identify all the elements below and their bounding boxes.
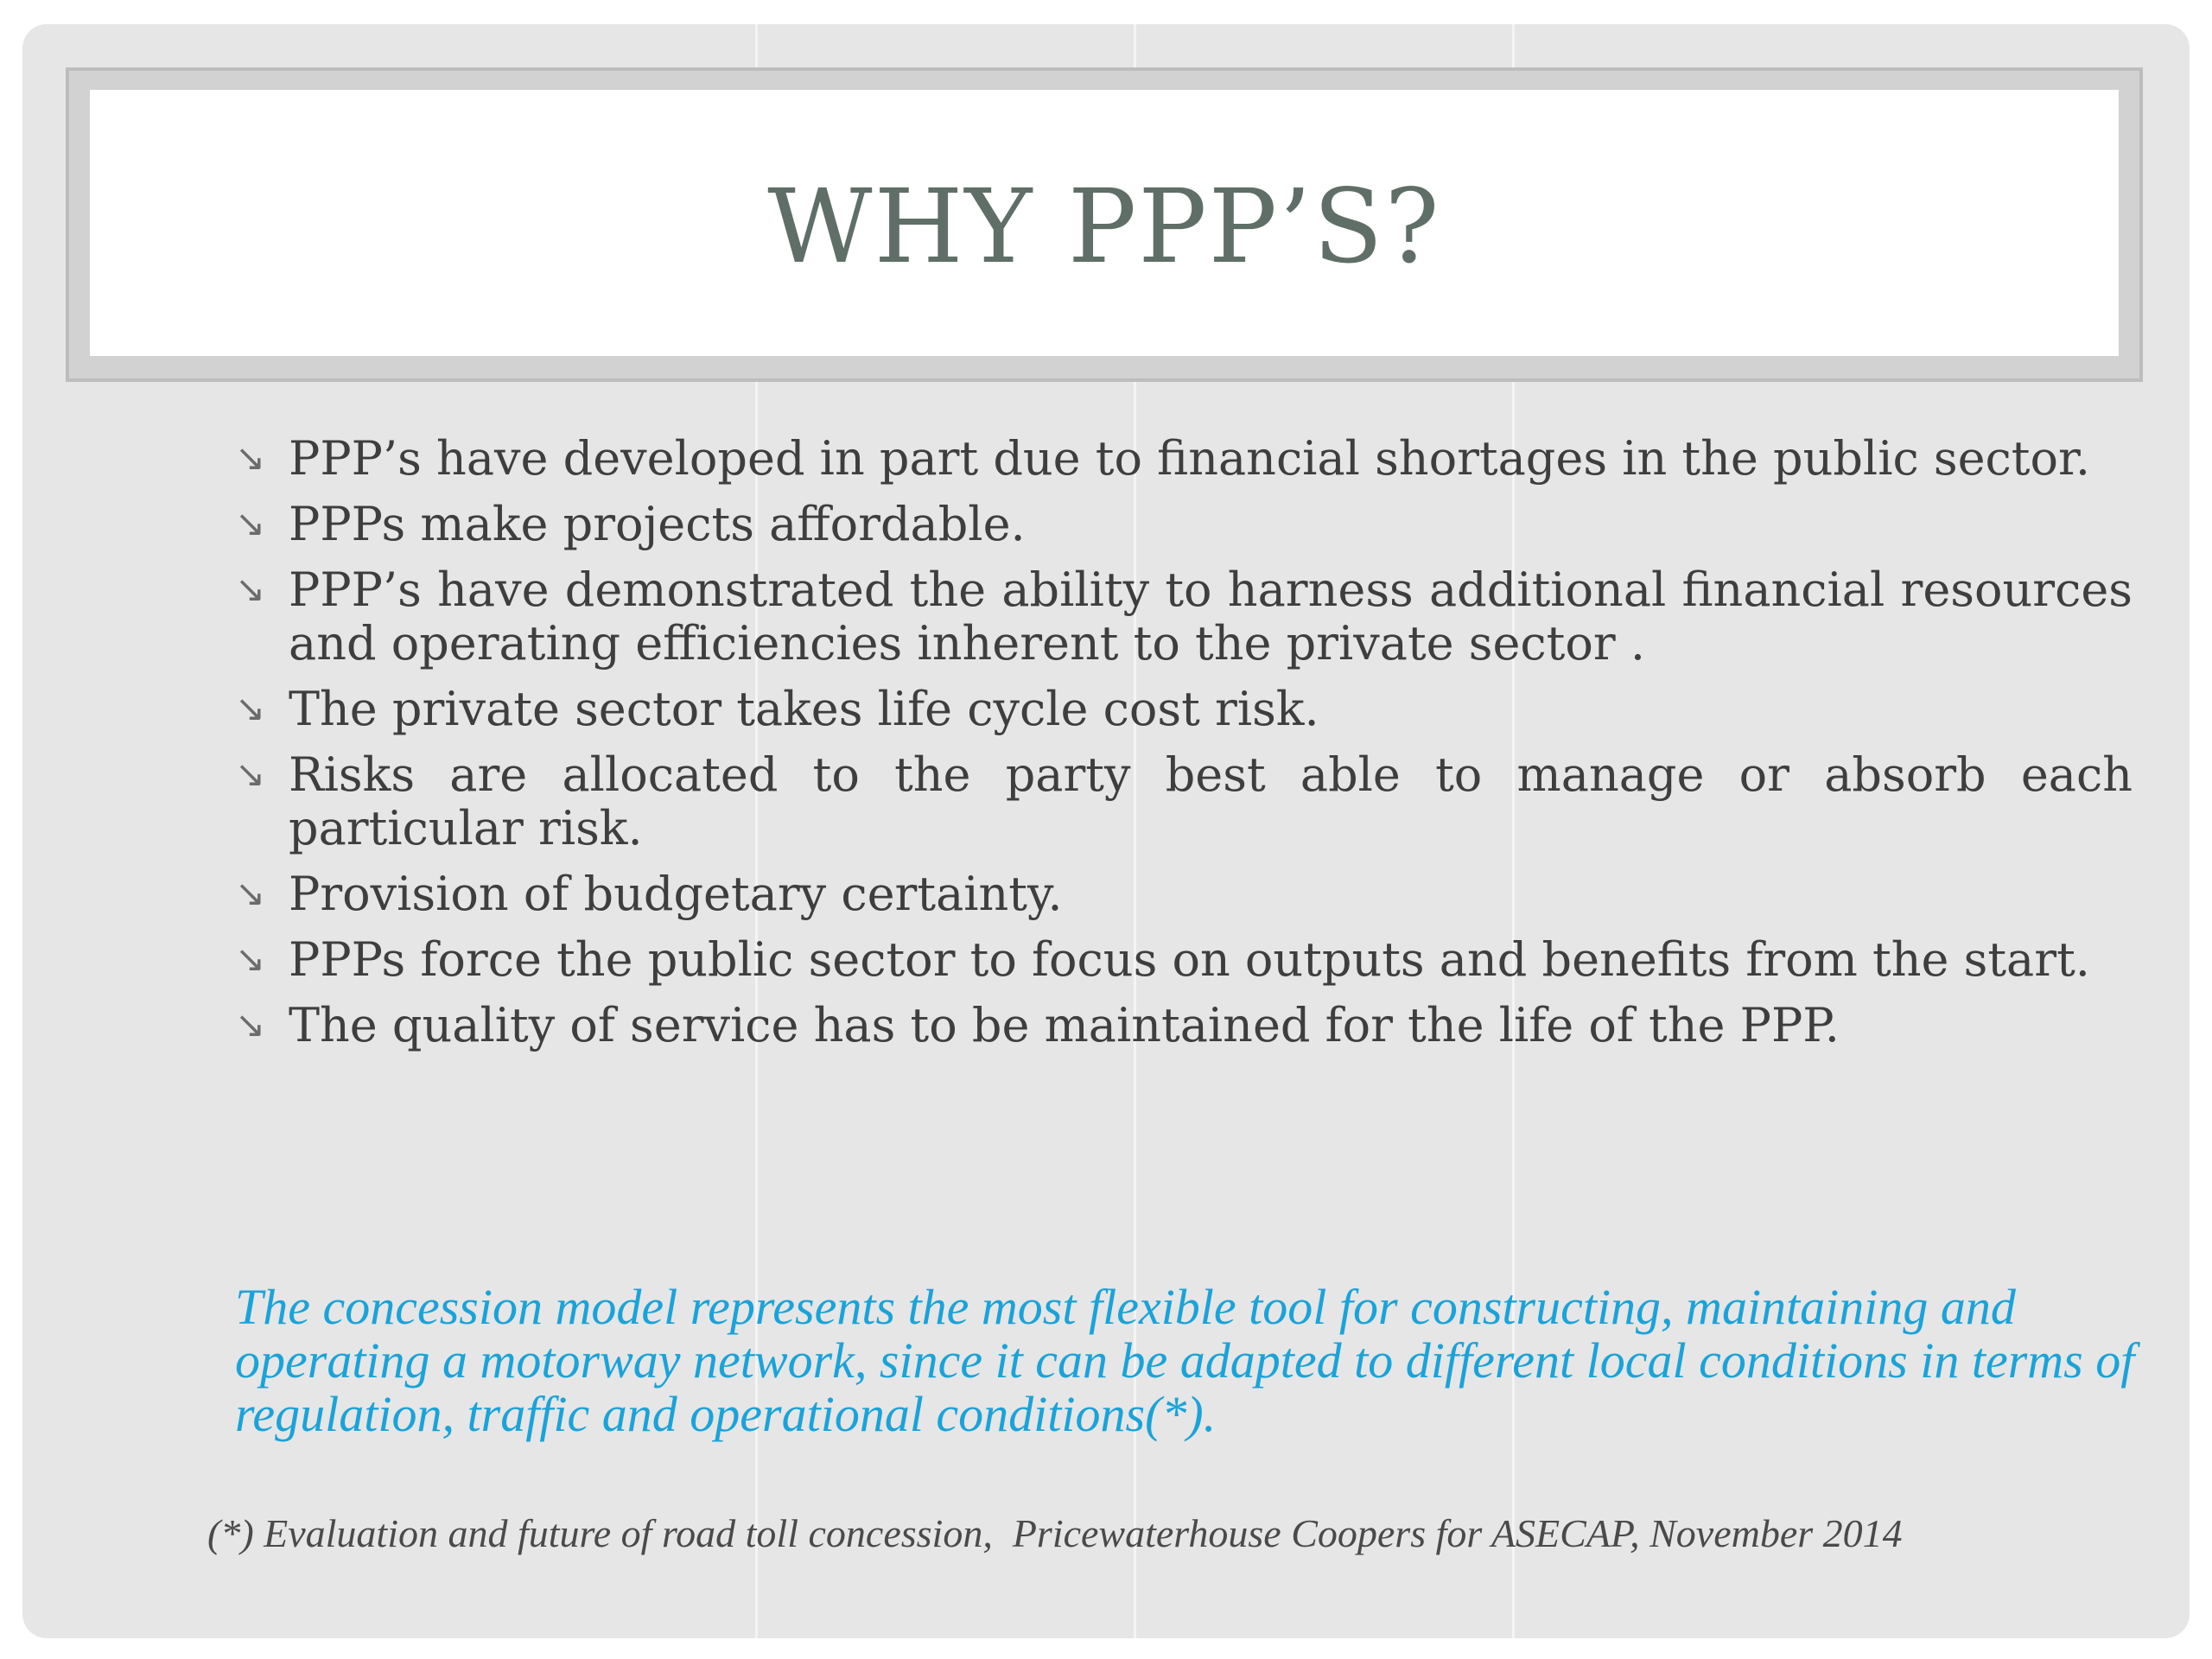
bullet-text: PPP’s have demonstrated the ability to harness additional financial resources and operating efficiencies inherent to the private sector . [289, 563, 2133, 671]
arrow-down-right-icon: ↘ [235, 753, 266, 795]
bullet-text: PPP’s have developed in part due to financial shortages in the public sector. [289, 431, 2091, 486]
concession-quote: The concession model represents the most flexible tool for constructing, maintaining and operating a motorway network, since it can be adapted to different local conditions in terms of regulation, traffic and operational conditions(*). [235, 1279, 2135, 1442]
bullet-text: Risks are allocated to the party best able to manage or absorb each particular risk. [289, 747, 2133, 855]
arrow-down-right-icon: ↘ [235, 938, 266, 980]
bullet-item [235, 933, 2133, 987]
bullet-list [235, 432, 2133, 1065]
arrow-down-right-icon: ↘ [235, 436, 266, 479]
bullet-item [235, 432, 2133, 486]
bullet-text: The private sector takes life cycle cost risk. [289, 682, 1319, 736]
bullet-item [235, 748, 2133, 855]
bullet-item [235, 868, 2133, 921]
bullet-text: PPPs force the public sector to focus on outputs and benefits from the start. [289, 932, 2090, 987]
arrow-down-right-icon: ↘ [235, 568, 266, 610]
bullet-item [235, 999, 2133, 1052]
bullet-text: Provision of budgetary certainty. [289, 867, 1063, 921]
bullet-item [235, 563, 2133, 671]
arrow-down-right-icon: ↘ [235, 872, 266, 914]
bullet-text: PPPs make projects affordable. [289, 497, 1026, 551]
bullet-item [235, 683, 2133, 736]
title-box [90, 90, 2119, 356]
title-frame [66, 67, 2143, 382]
bullet-text: The quality of service has to be maintained for the life of the PPP. [289, 998, 1840, 1052]
bullet-item [235, 498, 2133, 551]
slide-title: WHY PPP’S? [767, 167, 1441, 286]
arrow-down-right-icon: ↘ [235, 1003, 266, 1046]
source-footnote: (*) Evaluation and future of road toll concession, Pricewaterhouse Coopers for ASECAP, November 2014 [207, 1511, 1903, 1555]
arrow-down-right-icon: ↘ [235, 687, 266, 729]
slide [22, 24, 2190, 1638]
arrow-down-right-icon: ↘ [235, 502, 266, 544]
